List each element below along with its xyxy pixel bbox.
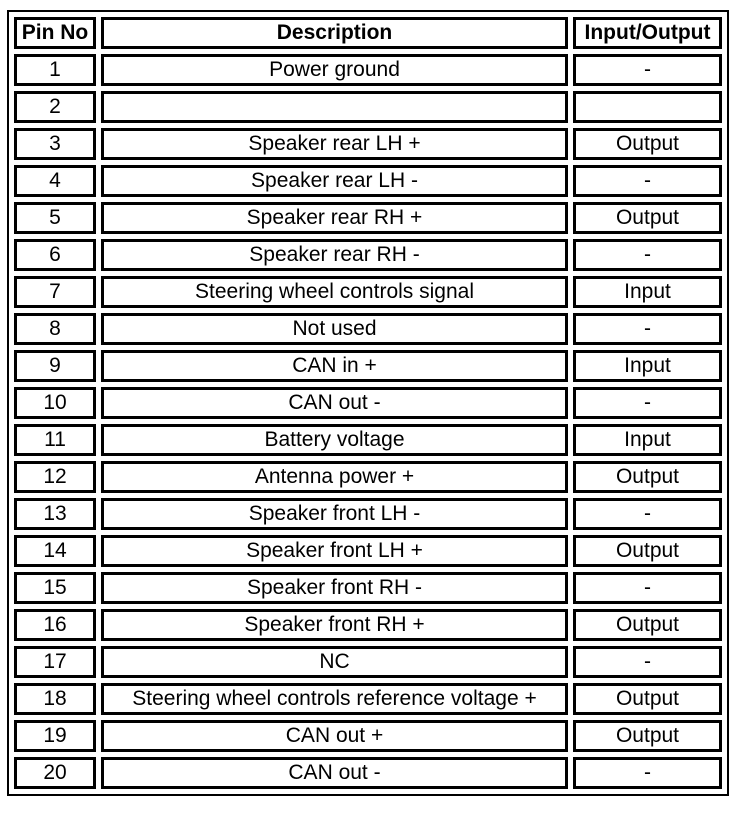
pin-number-cell: 9 [14, 350, 96, 382]
table-row [14, 128, 722, 160]
pin-number-cell: 13 [14, 498, 96, 530]
pin-number-cell: 14 [14, 535, 96, 567]
input-output-cell: - [573, 239, 722, 271]
pin-number-cell: 20 [14, 757, 96, 789]
description-cell: Steering wheel controls signal [101, 276, 568, 308]
description-cell: CAN out - [101, 757, 568, 789]
header-pin-no: Pin No [14, 17, 96, 49]
table-row [14, 91, 722, 123]
table-row [14, 609, 722, 641]
description-cell: Speaker front LH - [101, 498, 568, 530]
table-row [14, 276, 722, 308]
description-cell: Power ground [101, 54, 568, 86]
pin-number-cell: 8 [14, 313, 96, 345]
description-cell: Speaker rear LH + [101, 128, 568, 160]
table-body [14, 54, 722, 789]
description-cell: CAN in + [101, 350, 568, 382]
description-cell: Speaker front RH - [101, 572, 568, 604]
table-row [14, 535, 722, 567]
pin-number-cell: 1 [14, 54, 96, 86]
input-output-cell: - [573, 54, 722, 86]
input-output-cell: - [573, 646, 722, 678]
description-cell: Speaker rear RH + [101, 202, 568, 234]
table-row [14, 461, 722, 493]
pin-number-cell: 10 [14, 387, 96, 419]
table-row [14, 498, 722, 530]
pin-number-cell: 11 [14, 424, 96, 456]
input-output-cell: Input [573, 350, 722, 382]
input-output-cell: Output [573, 202, 722, 234]
table-row [14, 424, 722, 456]
description-cell: Antenna power + [101, 461, 568, 493]
table-row [14, 720, 722, 752]
description-cell: Not used [101, 313, 568, 345]
input-output-cell: Output [573, 609, 722, 641]
pin-number-cell: 12 [14, 461, 96, 493]
table-row [14, 757, 722, 789]
table-row [14, 683, 722, 715]
input-output-cell: Output [573, 461, 722, 493]
description-cell: NC [101, 646, 568, 678]
input-output-cell: Input [573, 424, 722, 456]
description-cell: Speaker rear LH - [101, 165, 568, 197]
table-row [14, 239, 722, 271]
pin-number-cell: 19 [14, 720, 96, 752]
input-output-cell: Output [573, 535, 722, 567]
header-description: Description [101, 17, 568, 49]
table-row [14, 387, 722, 419]
pin-number-cell: 16 [14, 609, 96, 641]
table-row [14, 165, 722, 197]
table-row [14, 646, 722, 678]
pin-number-cell: 5 [14, 202, 96, 234]
description-cell: Speaker front RH + [101, 609, 568, 641]
pin-table [7, 10, 729, 796]
input-output-cell: - [573, 313, 722, 345]
pin-number-cell: 3 [14, 128, 96, 160]
input-output-cell [573, 91, 722, 123]
input-output-cell: Input [573, 276, 722, 308]
description-cell: CAN out - [101, 387, 568, 419]
input-output-cell: - [573, 757, 722, 789]
input-output-cell: - [573, 572, 722, 604]
pin-number-cell: 6 [14, 239, 96, 271]
table-row [14, 202, 722, 234]
input-output-cell: Output [573, 720, 722, 752]
description-cell: Steering wheel controls reference voltage + [101, 683, 568, 715]
input-output-cell: - [573, 387, 722, 419]
table-row [14, 572, 722, 604]
pin-number-cell: 4 [14, 165, 96, 197]
input-output-cell: Output [573, 128, 722, 160]
pin-number-cell: 17 [14, 646, 96, 678]
description-cell: CAN out + [101, 720, 568, 752]
description-cell [101, 91, 568, 123]
description-cell: Speaker front LH + [101, 535, 568, 567]
description-cell: Battery voltage [101, 424, 568, 456]
pin-number-cell: 15 [14, 572, 96, 604]
input-output-cell: - [573, 165, 722, 197]
table-row [14, 313, 722, 345]
input-output-cell: Output [573, 683, 722, 715]
pin-number-cell: 7 [14, 276, 96, 308]
table-header-row [14, 17, 722, 49]
input-output-cell: - [573, 498, 722, 530]
header-input-output: Input/Output [573, 17, 722, 49]
table-row [14, 350, 722, 382]
pin-number-cell: 2 [14, 91, 96, 123]
description-cell: Speaker rear RH - [101, 239, 568, 271]
pin-number-cell: 18 [14, 683, 96, 715]
table-row [14, 54, 722, 86]
